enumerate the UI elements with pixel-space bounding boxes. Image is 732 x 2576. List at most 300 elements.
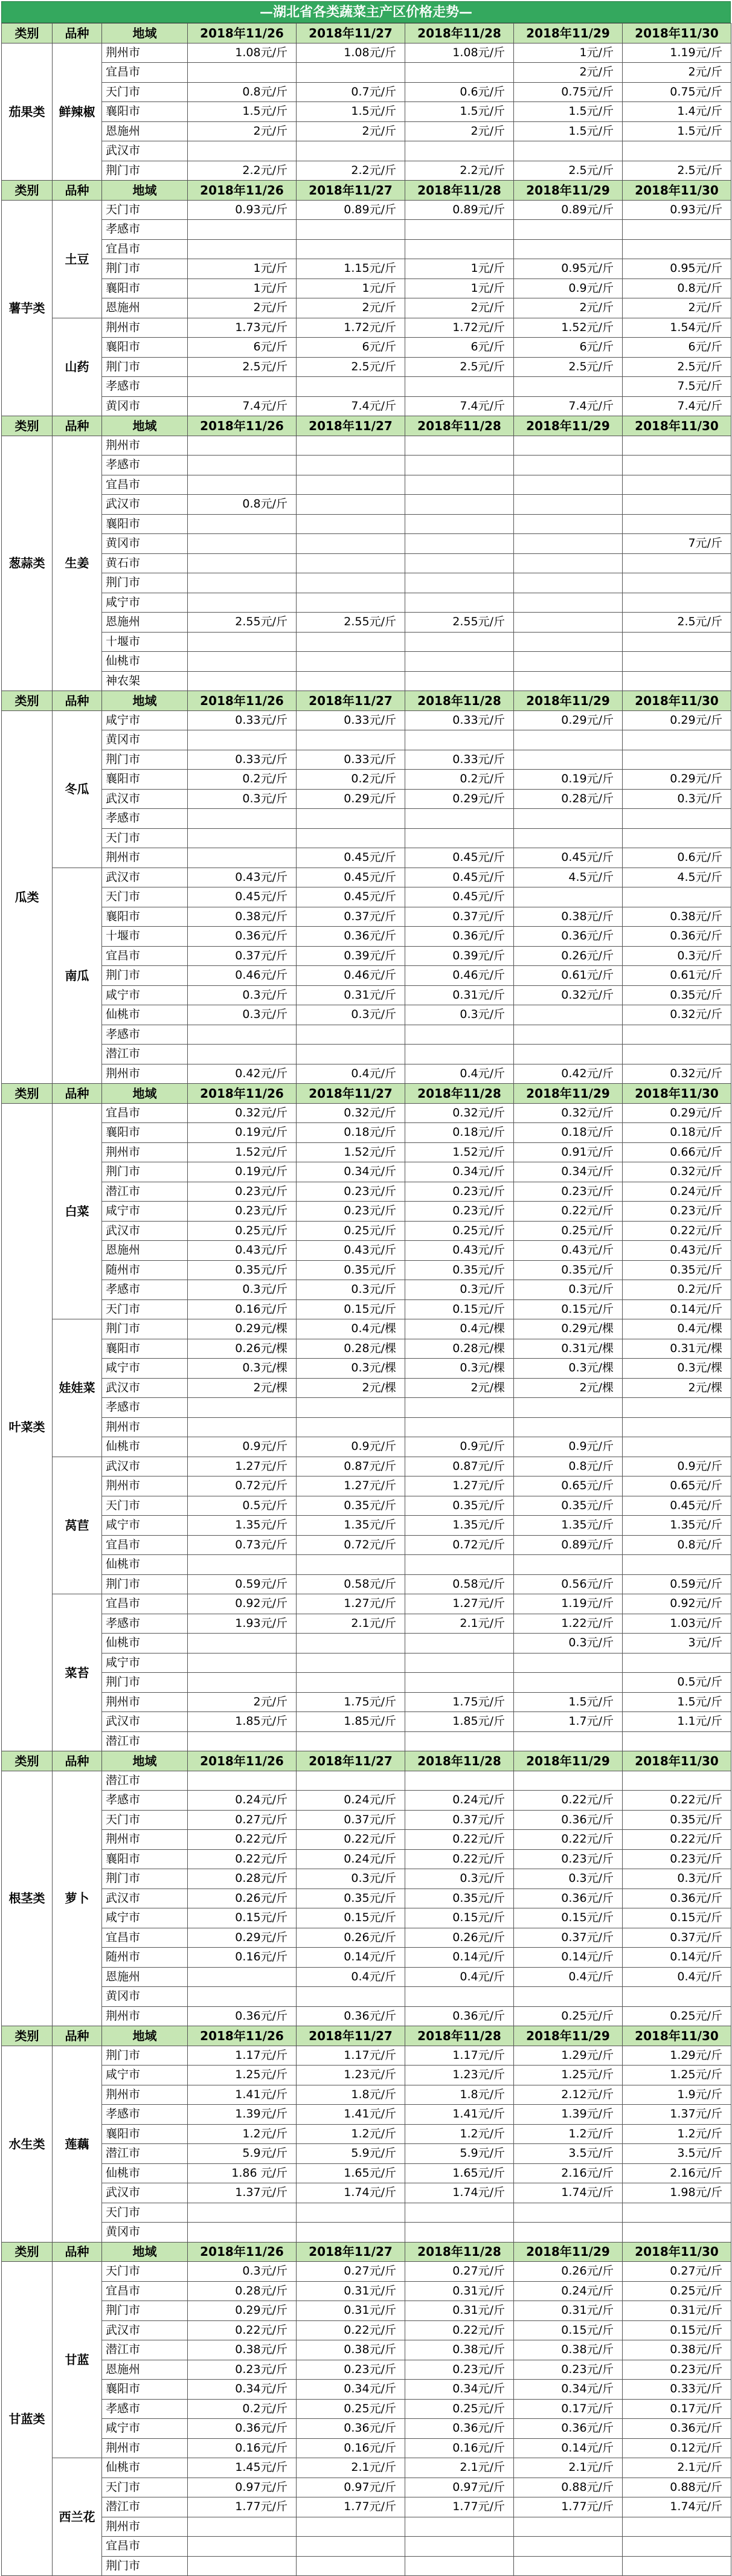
price-cell [405,141,514,161]
price-cell: 7.4元/斤 [297,396,405,416]
price-cell [297,2556,405,2576]
price-cell: 0.26元/斤 [405,1928,514,1948]
price-cell: 0.2元/斤 [623,1280,731,1300]
price-cell [405,1731,514,1751]
price-cell [405,652,514,672]
region-cell: 神农架 [102,671,188,691]
region-cell: 咸宁市 [102,1516,188,1536]
region-cell: 孝感市 [102,1791,188,1811]
price-cell: 0.22元/斤 [405,2320,514,2340]
table-row [2,1555,731,1575]
price-cell: 0.26元/斤 [514,946,623,966]
price-cell: 0.4元/斤 [514,1967,623,1987]
price-cell: 1.5元/斤 [188,102,297,122]
price-cell: 0.25元/斤 [405,1221,514,1241]
price-cell [297,475,405,495]
price-cell: 0.17元/斤 [514,2399,623,2419]
price-cell [623,2556,731,2576]
price-cell: 0.9元/斤 [188,1437,297,1457]
price-cell: 0.25元/斤 [623,2006,731,2026]
table-row [2,809,731,829]
price-cell [623,750,731,770]
price-cell [297,1731,405,1751]
category-cell: 根茎类 [2,1771,53,2026]
price-cell [188,828,297,848]
price-cell: 1.85元/斤 [297,1712,405,1732]
price-cell: 0.5元/斤 [623,1673,731,1693]
price-cell: 0.32元/斤 [623,1162,731,1182]
price-cell [188,1398,297,1418]
price-cell [297,1673,405,1693]
region-cell: 襄阳市 [102,770,188,790]
header-cell: 2018年11/27 [297,691,405,711]
price-cell: 0.25元/斤 [297,1221,405,1241]
header-cell: 地域 [102,2242,188,2262]
price-cell: 2元/棵 [623,1378,731,1398]
price-cell [405,377,514,397]
region-cell: 潜江市 [102,1182,188,1202]
table-row [2,1123,731,1143]
price-cell: 0.75元/斤 [514,82,623,102]
price-cell: 7.4元/斤 [623,396,731,416]
price-cell: 1.77元/斤 [405,2497,514,2517]
table-row [2,534,731,554]
price-cell: 0.95元/斤 [623,259,731,279]
price-cell: 0.29元/斤 [623,1103,731,1123]
region-cell: 咸宁市 [102,2066,188,2085]
region-cell: 孝感市 [102,1614,188,1634]
table-row [2,2262,731,2282]
header-cell: 2018年11/27 [297,24,405,43]
table-row [2,573,731,593]
price-cell: 0.2元/斤 [405,770,514,790]
header-cell: 2018年11/27 [297,1084,405,1104]
price-cell [514,1771,623,1791]
price-cell: 1.2元/斤 [297,2124,405,2144]
price-cell [623,730,731,750]
price-cell: 0.45元/斤 [297,868,405,887]
price-cell: 0.88元/斤 [514,2478,623,2497]
price-cell [297,1045,405,1064]
price-cell: 0.27元/斤 [405,2262,514,2282]
price-cell: 0.45元/斤 [297,848,405,868]
header-cell: 品种 [53,1084,102,1104]
price-cell: 0.3元/斤 [188,1280,297,1300]
price-cell: 1.37元/斤 [188,2183,297,2203]
price-cell [405,220,514,240]
price-cell: 0.37元/斤 [297,1810,405,1830]
table-row [2,2320,731,2340]
price-cell: 0.31元/斤 [514,2301,623,2321]
price-cell: 0.2元/斤 [188,770,297,790]
price-cell: 0.34元/斤 [514,1162,623,1182]
price-cell [514,514,623,534]
price-cell: 1.41元/斤 [297,2105,405,2125]
price-cell: 1.19元/斤 [623,43,731,63]
price-cell [297,220,405,240]
price-cell: 0.28元/斤 [514,789,623,809]
price-cell: 0.45元/斤 [405,848,514,868]
price-cell: 0.36元/斤 [514,1810,623,1830]
price-cell: 0.27元/斤 [188,1810,297,1830]
price-cell: 0.93元/斤 [623,200,731,220]
table-row [2,1241,731,1261]
table-row [2,1142,731,1162]
price-cell [514,1653,623,1673]
price-cell: 1.52元/斤 [405,1142,514,1162]
price-cell: 0.58元/斤 [405,1574,514,1594]
price-cell: 2.5元/斤 [514,161,623,181]
price-cell: 2.1元/斤 [405,1614,514,1634]
price-cell [405,809,514,829]
price-cell: 0.23元/斤 [623,1849,731,1869]
price-cell: 0.14元/斤 [514,2438,623,2458]
price-cell: 0.36元/斤 [188,2006,297,2026]
price-cell: 0.65元/斤 [514,1476,623,1496]
region-cell: 襄阳市 [102,338,188,358]
price-cell: 1.2元/斤 [514,2124,623,2144]
region-cell: 孝感市 [102,456,188,475]
table-row [2,613,731,633]
price-cell: 2元/斤 [405,121,514,141]
variety-cell: 山药 [53,318,102,416]
price-cell: 0.43元/斤 [297,1241,405,1261]
price-cell: 1.35元/斤 [514,1516,623,1536]
price-cell: 0.45元/斤 [405,887,514,907]
price-cell: 0.34元/斤 [514,2380,623,2400]
price-cell [405,573,514,593]
price-cell [514,141,623,161]
price-cell: 0.61元/斤 [623,966,731,986]
region-cell: 荆门市 [102,1319,188,1339]
table-row [2,2556,731,2576]
price-cell: 0.56元/斤 [514,1574,623,1594]
region-cell: 孝感市 [102,220,188,240]
price-cell: 0.8元/斤 [514,1457,623,1476]
table-row [2,2066,731,2085]
price-cell [188,2517,297,2537]
category-cell: 茄果类 [2,43,53,181]
price-cell: 1.75元/斤 [297,1692,405,1712]
price-cell: 0.38元/斤 [188,2340,297,2360]
table-row [2,2085,731,2105]
region-cell: 孝感市 [102,377,188,397]
price-cell: 0.27元/斤 [297,2262,405,2282]
price-cell [623,671,731,691]
price-cell: 1.08元/斤 [405,43,514,63]
price-cell: 0.35元/斤 [405,1260,514,1280]
header-row [2,2242,731,2262]
header-cell: 类别 [2,416,53,436]
price-cell: 2元/斤 [297,298,405,318]
region-cell: 咸宁市 [102,985,188,1005]
region-cell: 武汉市 [102,1889,188,1908]
price-cell: 1.1元/斤 [623,1712,731,1732]
price-cell: 0.29元/斤 [188,2301,297,2321]
price-cell: 1.23元/斤 [405,2066,514,2085]
price-cell [514,2203,623,2223]
table-row [2,318,731,338]
price-cell: 0.36元/斤 [514,2419,623,2439]
price-cell: 0.33元/斤 [297,750,405,770]
price-cell: 1.29元/斤 [514,2046,623,2066]
header-cell: 类别 [2,2026,53,2046]
price-cell: 0.32元/斤 [297,1103,405,1123]
region-cell: 天门市 [102,2203,188,2223]
price-cell: 0.23元/斤 [188,1202,297,1222]
price-cell: 0.38元/斤 [514,907,623,927]
header-cell: 2018年11/29 [514,1751,623,1771]
price-cell: 2.2元/斤 [297,161,405,181]
price-cell: 0.8元/斤 [188,495,297,515]
price-cell: 0.3元/斤 [623,1869,731,1889]
price-cell: 0.35元/斤 [297,1889,405,1908]
region-cell: 天门市 [102,1496,188,1516]
region-cell: 黄冈市 [102,534,188,554]
category-cell: 葱蒜类 [2,436,53,691]
price-cell: 0.87元/斤 [405,1457,514,1476]
header-cell: 2018年11/28 [405,2242,514,2262]
table-row [2,868,731,887]
region-cell: 恩施州 [102,2360,188,2380]
category-cell: 瓜类 [2,710,53,1084]
price-cell: 0.97元/斤 [188,2478,297,2497]
table-row [2,1869,731,1889]
price-cell [514,593,623,613]
table-row [2,927,731,947]
region-cell: 武汉市 [102,2183,188,2203]
price-cell: 2.1元/斤 [623,2458,731,2478]
price-cell [188,632,297,652]
price-cell: 0.25元/斤 [623,2281,731,2301]
table-row [2,1791,731,1811]
price-cell: 1.52元/斤 [188,1142,297,1162]
price-cell [623,1771,731,1791]
table-row [2,1339,731,1359]
region-cell: 孝感市 [102,1025,188,1045]
price-cell [405,436,514,456]
price-cell: 2.1元/斤 [297,1614,405,1634]
table-row [2,907,731,927]
price-cell: 0.14元/斤 [405,1948,514,1968]
price-cell: 0.27元/斤 [623,2262,731,2282]
price-cell [188,652,297,672]
category-cell: 甘蓝类 [2,2262,53,2576]
region-cell: 荆门市 [102,2556,188,2576]
variety-cell: 甘蓝 [53,2262,102,2458]
table-row [2,298,731,318]
price-cell: 0.33元/斤 [188,710,297,730]
price-cell: 0.73元/斤 [188,1535,297,1555]
table-row [2,2517,731,2537]
price-cell: 1.52元/斤 [297,1142,405,1162]
header-cell: 类别 [2,1084,53,1104]
price-cell: 4.5元/斤 [623,868,731,887]
header-row [2,1084,731,1104]
price-cell: 1.15元/斤 [297,259,405,279]
price-cell [188,1771,297,1791]
price-cell: 0.22元/斤 [514,1202,623,1222]
region-cell: 孝感市 [102,809,188,829]
region-cell: 仙桃市 [102,652,188,672]
region-cell: 咸宁市 [102,710,188,730]
price-cell: 0.25元/斤 [514,1221,623,1241]
price-cell: 0.29元/棵 [188,1319,297,1339]
price-cell: 0.28元/斤 [188,1869,297,1889]
price-cell [623,593,731,613]
price-cell: 0.19元/斤 [188,1123,297,1143]
price-cell: 0.89元/斤 [514,1535,623,1555]
table-row [2,2006,731,2026]
region-cell: 孝感市 [102,1398,188,1418]
price-cell: 0.15元/斤 [514,1908,623,1928]
price-cell: 0.15元/斤 [623,2320,731,2340]
table-row [2,1535,731,1555]
price-cell: 0.9元/斤 [623,1457,731,1476]
price-cell: 0.65元/斤 [623,1476,731,1496]
table-row [2,1417,731,1437]
variety-cell: 西兰花 [53,2458,102,2576]
table-row [2,161,731,181]
price-cell: 0.3元/斤 [188,789,297,809]
price-cell: 2元/斤 [188,298,297,318]
header-cell: 2018年11/30 [623,2242,731,2262]
table-row [2,710,731,730]
variety-cell: 生姜 [53,436,102,691]
price-cell: 0.9元/斤 [405,1437,514,1457]
price-cell: 0.29元/棵 [514,1319,623,1339]
price-cell: 0.29元/斤 [623,710,731,730]
table-row [2,750,731,770]
header-cell: 类别 [2,24,53,43]
table-row [2,887,731,907]
price-cell: 1.08元/斤 [188,43,297,63]
price-cell: 1.77元/斤 [514,2497,623,2517]
price-cell: 1.37元/斤 [623,2105,731,2125]
header-cell: 品种 [53,2242,102,2262]
region-cell: 武汉市 [102,141,188,161]
price-cell: 1.5元/斤 [514,102,623,122]
price-cell: 0.46元/斤 [188,966,297,986]
region-cell: 黄冈市 [102,730,188,750]
price-cell [623,1437,731,1457]
region-cell: 天门市 [102,887,188,907]
price-cell: 1.17元/斤 [297,2046,405,2066]
price-cell: 2元/斤 [405,298,514,318]
price-cell: 1元/斤 [514,43,623,63]
price-cell: 0.25元/斤 [188,1221,297,1241]
table-row [2,593,731,613]
price-cell: 0.97元/斤 [297,2478,405,2497]
price-cell: 0.24元/斤 [514,2281,623,2301]
table-row [2,200,731,220]
region-cell: 宜昌市 [102,1928,188,1948]
region-cell: 黄冈市 [102,2223,188,2243]
price-cell [188,1967,297,1987]
price-cell: 2.5元/斤 [514,357,623,377]
header-cell: 2018年11/26 [188,2026,297,2046]
price-cell: 0.14元/斤 [297,1948,405,1968]
price-cell [514,652,623,672]
price-cell: 0.3元/斤 [514,1634,623,1653]
price-cell: 0.16元/斤 [405,2438,514,2458]
region-cell: 荆门市 [102,259,188,279]
price-cell: 0.33元/斤 [297,710,405,730]
region-cell: 荆门市 [102,2046,188,2066]
price-cell [514,1555,623,1575]
price-cell: 0.35元/斤 [405,1496,514,1516]
price-cell: 0.36元/斤 [297,927,405,947]
price-cell: 0.2元/斤 [188,2399,297,2419]
price-cell: 0.29元/斤 [514,710,623,730]
price-cell [405,593,514,613]
price-cell [405,1653,514,1673]
price-cell: 0.3元/斤 [405,1280,514,1300]
header-cell: 2018年11/26 [188,691,297,711]
price-cell: 0.34元/斤 [405,1162,514,1182]
price-cell: 0.3元/斤 [188,985,297,1005]
table-row [2,1005,731,1025]
price-cell [405,730,514,750]
price-cell: 0.31元/斤 [297,985,405,1005]
price-cell: 1.25元/斤 [623,2066,731,2085]
table-row [2,2399,731,2419]
region-cell: 仙桃市 [102,1634,188,1653]
header-cell: 2018年11/28 [405,691,514,711]
table-row [2,730,731,750]
price-cell [297,1398,405,1418]
price-cell [297,553,405,573]
region-cell: 武汉市 [102,868,188,887]
price-cell: 2元/斤 [514,298,623,318]
region-cell: 十堰市 [102,632,188,652]
region-cell: 武汉市 [102,1221,188,1241]
price-cell: 0.42元/斤 [514,1064,623,1084]
table-row [2,1889,731,1908]
price-cell: 0.2元/斤 [297,770,405,790]
category-cell: 叶菜类 [2,1103,53,1751]
price-cell: 0.37元/斤 [514,1928,623,1948]
price-cell [297,1987,405,2007]
price-cell: 0.14元/斤 [623,1948,731,1968]
price-cell: 0.42元/斤 [188,1064,297,1084]
price-cell: 7.4元/斤 [188,396,297,416]
price-cell: 0.4元/斤 [297,1967,405,1987]
price-cell: 1元/斤 [188,279,297,298]
price-cell [514,534,623,554]
price-cell: 1.72元/斤 [405,318,514,338]
price-cell [623,573,731,593]
header-cell: 2018年11/30 [623,24,731,43]
price-cell: 1.74元/斤 [297,2183,405,2203]
price-cell: 0.3元/斤 [623,789,731,809]
table-row [2,1359,731,1379]
price-cell: 0.3元/斤 [405,1005,514,1025]
region-cell: 潜江市 [102,2340,188,2360]
price-cell: 0.35元/斤 [623,1260,731,1280]
region-cell: 天门市 [102,1299,188,1319]
price-cell [405,1673,514,1693]
table-row [2,1712,731,1732]
table-row [2,1457,731,1476]
price-cell: 0.45元/斤 [297,887,405,907]
price-cell: 0.89元/斤 [297,200,405,220]
price-cell: 0.31元/斤 [623,2301,731,2321]
price-cell: 1.35元/斤 [188,1516,297,1536]
price-cell: 0.7元/斤 [297,82,405,102]
header-cell: 2018年11/29 [514,24,623,43]
header-cell: 2018年11/29 [514,181,623,201]
